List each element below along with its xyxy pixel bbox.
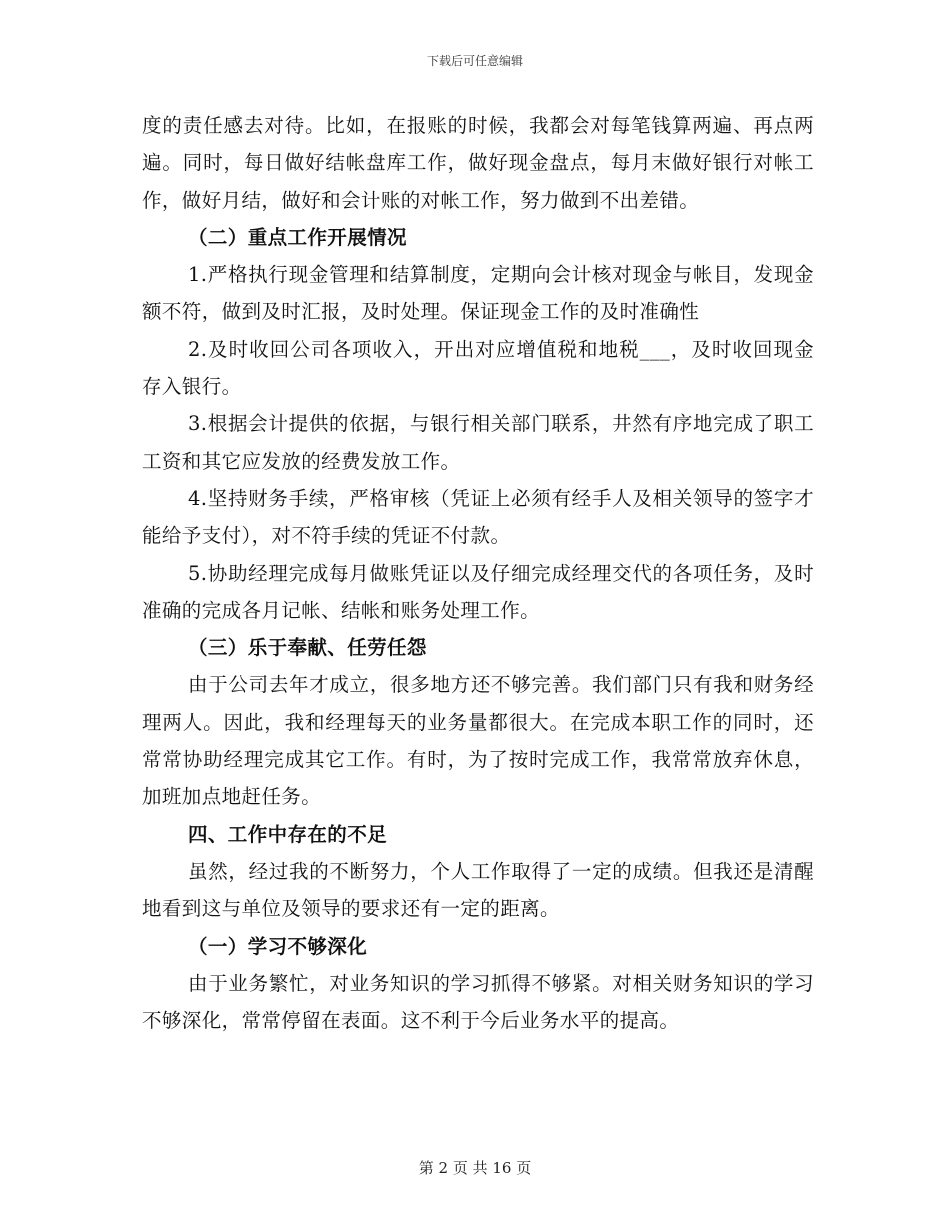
list-item-5: 5.协助经理完成每月做账凭证以及仔细完成经理交代的各项任务，及时准确的完成各月记帐、结帐和账务处理工作。	[142, 561, 814, 622]
page-number: 第 2 页 共 16 页	[418, 1159, 532, 1177]
dedication-paragraph: 由于公司去年才成立，很多地方还不够完善。我们部门只有我和财务经理两人。因此，我和经理每天的业务量都很大。在完成本职工作的同时，还常常协助经理完成其它工作。有时，为了按时完成工作，我常常放弃休息，加班加点地赶任务。	[142, 673, 814, 809]
section-heading-key-work: （二）重点工作开展情况	[188, 225, 407, 249]
intro-paragraph: 度的责任感去对待。比如，在报账的时候，我都会对每笔钱算两遍、再点两遍。同时，每日做好结帐盘库工作，做好现金盘点，每月末做好银行对帐工作，做好月结，做好和会计账的对帐工作，努力做到不出差错。	[142, 114, 814, 212]
study-paragraph: 由于业务繁忙，对业务知识的学习抓得不够紧。对相关财务知识的学习不够深化，常常停留在表面。这不利于今后业务水平的提高。	[142, 971, 814, 1033]
page-header: 下载后可任意编辑	[426, 54, 523, 68]
list-item-2: 2.及时收回公司各项收入，开出对应增值税和地税___，及时收回现金存入银行。	[142, 337, 814, 399]
shortcomings-paragraph: 虽然，经过我的不断努力，个人工作取得了一定的成绩。但我还是清醒地看到这与单位及领导的要求还有一定的距离。	[142, 859, 814, 921]
section-heading-study: （一）学习不够深化	[188, 934, 368, 958]
list-item-3: 3.根据会计提供的依据，与银行相关部门联系，井然有序地完成了职工工资和其它应发放的经费发放工作。	[142, 412, 814, 473]
list-item-4: 4.坚持财务手续，严格审核（凭证上必须有经手人及相关领导的签字才能给予支付），对不符手续的凭证不付款。	[142, 486, 814, 548]
document-body	[142, 107, 814, 1039]
section-heading-dedication: （三）乐于奉献、任劳任怨	[188, 636, 427, 660]
list-item-1: 1.严格执行现金管理和结算制度，定期向会计核对现金与帐目，发现金额不符，做到及时汇报，及时处理。保证现金工作的及时准确性	[142, 263, 814, 324]
section-heading-shortcomings: 四、工作中存在的不足	[188, 822, 388, 846]
